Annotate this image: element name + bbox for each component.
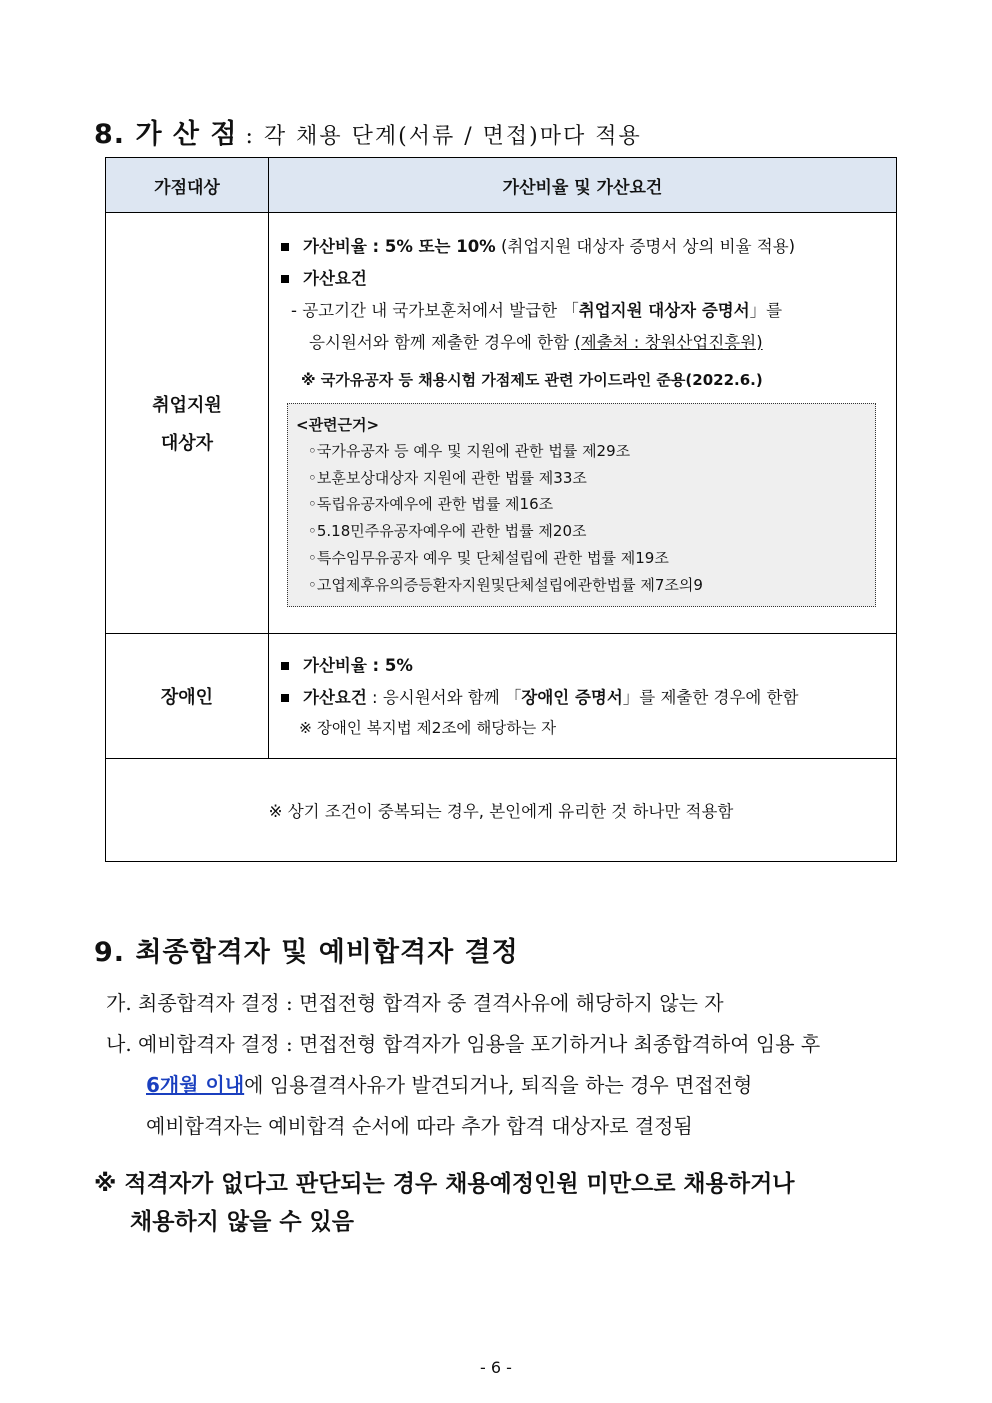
legal-basis-item: ◦고엽제후유의증등환자지원및단체설립에관한법률 제7조의9 [308, 575, 703, 594]
legal-basis-title: <관련근거> [296, 416, 380, 434]
section8-heading [94, 112, 894, 151]
requirement-text-line1 [279, 295, 876, 327]
legal-basis-item: ◦독립유공자예우에 관한 법률 제16조 [308, 495, 554, 514]
ratio-label: 가산비율 : 5% 또는 10% [303, 237, 496, 256]
warning-line1: ※ 적격자가 없다고 판단되는 경우 채용예정인원 미만으로 채용하거나 [94, 1171, 795, 1197]
target-employment-support [106, 213, 269, 634]
square-bullet-icon [281, 243, 289, 251]
legal-basis-item: ◦국가유공자 등 예우 및 지원에 관한 법률 제29조 [308, 442, 631, 460]
section9 [94, 930, 904, 1147]
square-bullet-icon [281, 662, 289, 670]
table-row-employment-support [106, 213, 897, 634]
final-pass-item: 가. 최종합격자 결정 : 면접전형 합격자 중 결격사유에 해당하지 않는 자 [106, 991, 724, 1015]
requirement-text-line2 [279, 327, 876, 359]
reserve-pass-item-line1: 나. 예비합격자 결정 : 면접전형 합격자가 임용을 포기하거나 최종합격하여 임용 후 [106, 1032, 821, 1056]
submission-place: (제출처 : 창원산업진흥원) [574, 333, 763, 352]
disabled-ratio-label: 가산비율 : 5% [303, 656, 413, 676]
disabled-certificate-name: 장애인 증명서 [521, 688, 623, 708]
square-bullet-icon [281, 694, 289, 702]
table-footer-row [106, 759, 897, 862]
legal-basis-item: ◦5.18민주유공자예우에 관한 법률 제20조 [308, 522, 587, 541]
reserve-pass-item-line3: 예비합격자는 예비합격 순서에 따라 추가 합격 대상자로 결정됨 [146, 1114, 693, 1138]
disabled-requirement-line [279, 682, 876, 714]
table-row-disabled [106, 634, 897, 759]
section9-body [94, 983, 904, 1147]
section8-title: 8. 가 산 점 [94, 119, 238, 150]
section8-subtitle: : 각 채용 단계(서류 / 면접)마다 적용 [245, 124, 642, 149]
reserve-pass-item-line2 [94, 1065, 904, 1106]
ratio-requirements-cell [269, 213, 897, 634]
square-bullet-icon [281, 275, 289, 283]
legal-basis-box [287, 403, 876, 607]
target-line2: 대상자 [160, 433, 214, 455]
requirement-line [279, 263, 876, 295]
bonus-points-table [105, 157, 897, 862]
section9-title: 9. 최종합격자 및 예비합격자 결정 [94, 937, 519, 968]
requirement-label: 가산요건 [303, 269, 367, 288]
target-line1: 취업지원 [152, 395, 222, 417]
disabled-requirement-post: 」를 제출한 경우에 한함 [622, 688, 799, 708]
warning-line2: 채용하지 않을 수 있음 [130, 1209, 354, 1235]
header-target: 가점대상 [106, 158, 269, 213]
requirement-text-post: 」를 [749, 301, 783, 320]
disabled-ratio-requirements-cell [269, 634, 897, 759]
disabled-requirement-pre: : 응시원서와 함께 「 [366, 688, 522, 708]
six-months-highlight: 6개월 이내 [146, 1073, 245, 1097]
page-number: - 6 - [480, 1358, 512, 1377]
footer-note: ※ 상기 조건이 중복되는 경우, 본인에게 유리한 것 하나만 적용함 [106, 759, 897, 862]
requirement-text-pre: - 공고기간 내 국가보훈처에서 발급한 「 [291, 301, 579, 320]
disabled-note: ※ 장애인 복지법 제2조에 해당하는 자 [299, 719, 557, 738]
ratio-line [279, 231, 876, 263]
reserve-pass-line2-text: 에 임용결격사유가 발견되거나, 퇴직을 하는 경우 면접전형 [244, 1073, 753, 1097]
requirement-text-line2-content: 응시원서와 함께 제출한 경우에 한함 [309, 333, 575, 352]
legal-basis-item: ◦보훈보상대상자 지원에 관한 법률 제33조 [308, 468, 587, 487]
table-header-row [106, 158, 897, 213]
certificate-name: 취업지원 대상자 증명서 [578, 301, 750, 320]
guideline-note: ※ 국가유공자 등 채용시험 가점제도 관련 가이드라인 준용(2022.6.) [301, 371, 763, 389]
ratio-detail: (취업지원 대상자 증명서 상의 비율 적용) [495, 237, 796, 256]
legal-basis-item: ◦특수임무유공자 예우 및 단체설립에 관한 법률 제19조 [308, 548, 669, 567]
target-disabled: 장애인 [106, 634, 269, 759]
warning-note [94, 1165, 795, 1241]
header-ratio-requirements: 가산비율 및 가산요건 [269, 158, 897, 213]
disabled-ratio-line [279, 650, 876, 682]
disabled-requirement-label: 가산요건 [303, 688, 367, 708]
